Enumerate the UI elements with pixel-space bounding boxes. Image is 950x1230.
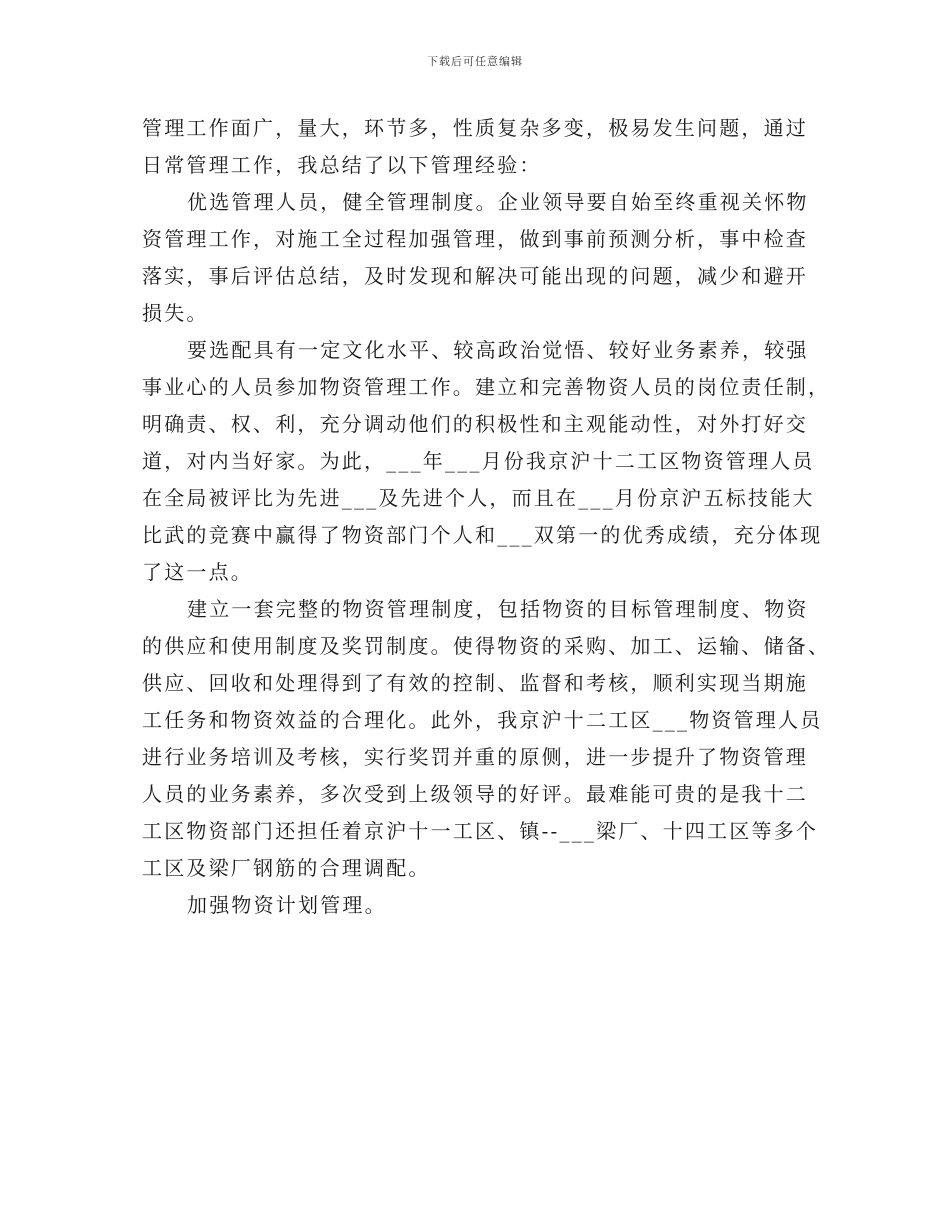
paragraph [142, 887, 842, 924]
text-line: 工任务和物资效益的合理化。此外，我京沪十二工区___物资管理人员 [142, 708, 823, 732]
text-line: 建立一套完整的物资管理制度，包括物资的目标管理制度、物资 [187, 597, 809, 621]
text-line: 比武的竞赛中赢得了物资部门个人和___双第一的优秀成绩，充分体现 [142, 523, 823, 547]
text-line: 要选配具有一定文化水平、较高政治觉悟、较好业务素养，较强 [187, 338, 809, 362]
text-line: 进行业务培训及考核，实行奖罚并重的原侧，进一步提升了物资管理 [142, 745, 808, 769]
text-line: 落实，事后评估总结，及时发现和解决可能出现的问题，减少和避开 [142, 264, 808, 288]
text-line: 人员的业务素养，多次受到上级领导的好评。最难能可贵的是我十二 [142, 782, 808, 806]
text-line: 损失。 [142, 301, 209, 325]
paragraph [142, 332, 842, 591]
text-line: 供应、回收和处理得到了有效的控制、监督和考核，顺利实现当期施 [142, 671, 808, 695]
paragraph [142, 184, 842, 332]
text-line: 的供应和使用制度及奖罚制度。使得物资的采购、加工、运输、储备、 [142, 634, 831, 658]
text-line: 道，对内当好家。为此，___年___月份我京沪十二工区物资管理人员 [142, 449, 815, 473]
paragraph [142, 591, 842, 887]
text-line: 优选管理人员，健全管理制度。企业领导要自始至终重视关怀物 [187, 190, 809, 214]
text-line: 明确责、权、利，充分调动他们的积极性和主观能动性，对外打好交 [142, 412, 808, 436]
text-line: 工区物资部门还担任着京沪十一工区、镇--___梁厂、十四工区等多个 [142, 819, 819, 843]
text-line: 加强物资计划管理。 [187, 893, 387, 917]
text-line: 在全局被评比为先进___及先进个人，而且在___月份京沪五标技能大 [142, 486, 815, 510]
text-line: 事业心的人员参加物资管理工作。建立和完善物资人员的岗位责任制， [142, 375, 831, 399]
text-line: 资管理工作，对施工全过程加强管理，做到事前预测分析，事中检查 [142, 227, 808, 251]
text-line: 工区及梁厂钢筋的合理调配。 [142, 856, 431, 880]
paragraph [142, 110, 842, 184]
text-line: 管理工作面广，量大，环节多，性质复杂多变，极易发生问题，通过 [142, 116, 808, 140]
text-line: 了这一点。 [142, 560, 253, 584]
text-line: 日常管理工作，我总结了以下管理经验： [142, 153, 542, 177]
page-header: 下载后可任意编辑 [427, 55, 523, 68]
document-body [142, 110, 842, 924]
